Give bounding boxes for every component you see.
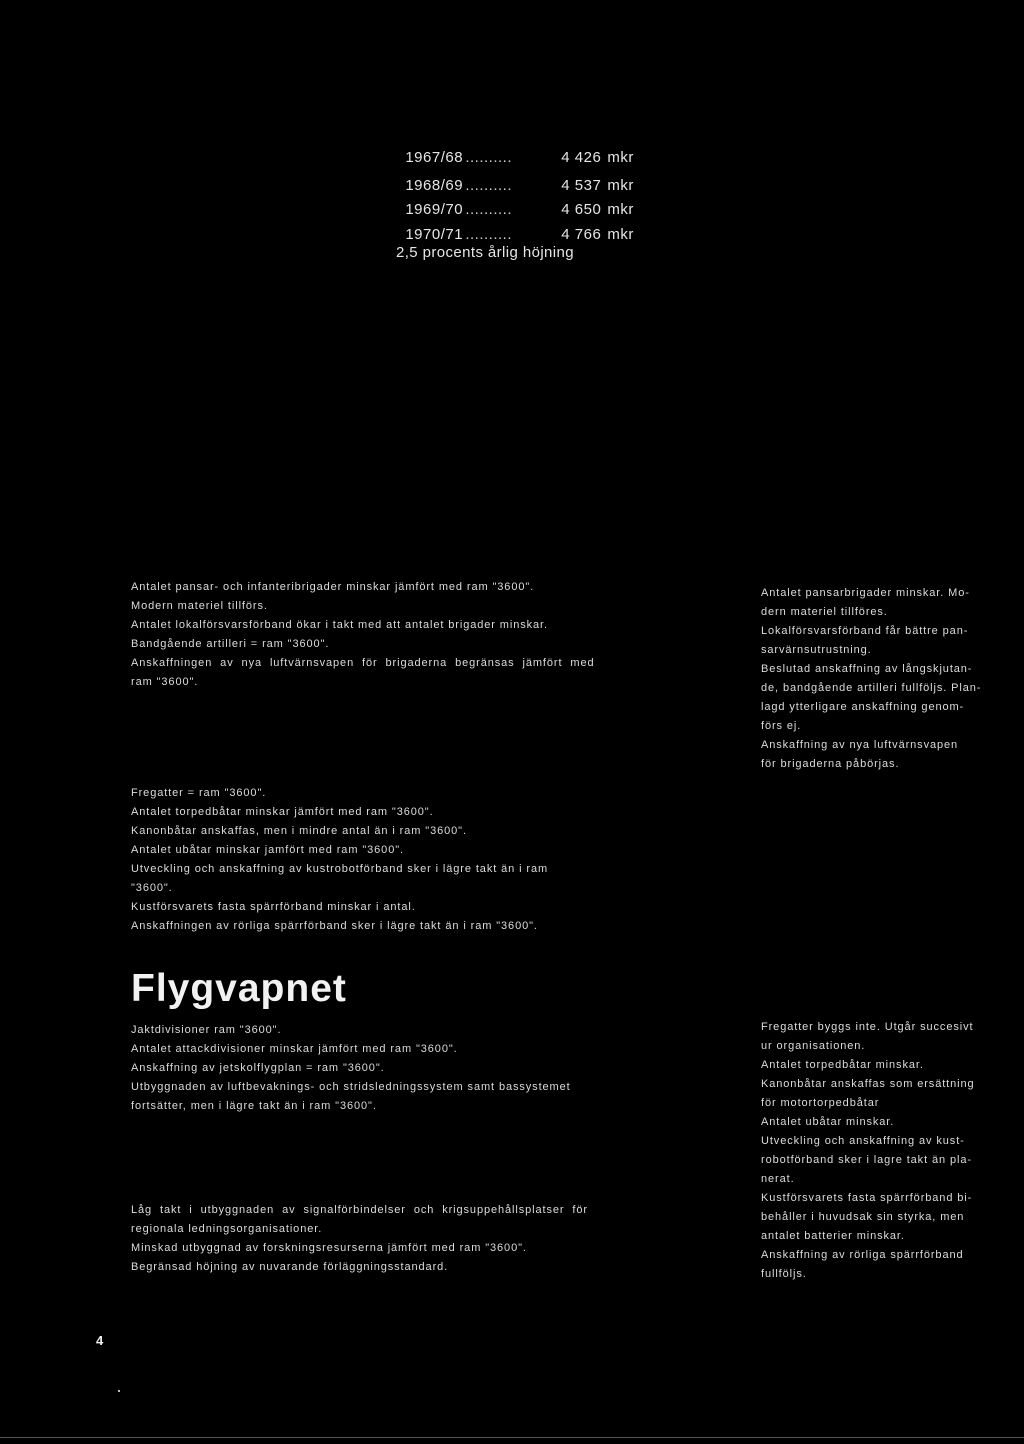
text-line: robotförband sker i lagre takt än pla- bbox=[761, 1154, 972, 1166]
budget-unit: mkr bbox=[607, 226, 634, 243]
text-line: antalet batterier minskar. bbox=[761, 1230, 905, 1242]
text-line: Anskaffning av nya luftvärnsvapen bbox=[761, 739, 959, 751]
text-line: Antalet attackdivisioner minskar jämfört med ram "3600". bbox=[131, 1043, 458, 1055]
text-line: för brigaderna påbörjas. bbox=[761, 758, 900, 770]
text-line: Beslutad anskaffning av långskjutan- bbox=[761, 663, 973, 675]
text-line: Kanonbåtar anskaffas, men i mindre antal än i ram "3600". bbox=[131, 825, 467, 837]
text-line: Utveckling och anskaffning av kust- bbox=[761, 1135, 965, 1147]
text-line: regionala ledningsorganisationer. bbox=[131, 1223, 323, 1235]
text-line: ur organisationen. bbox=[761, 1040, 866, 1052]
text-line: sarvärnsutrustning. bbox=[761, 644, 872, 656]
text-line: Anskaffning av jetskolflygplan = ram "3600". bbox=[131, 1062, 385, 1074]
budget-year: 1970/71 bbox=[405, 226, 464, 243]
text-line: behåller i huvudsak sin styrka, men bbox=[761, 1211, 965, 1223]
text-line: Låg takt i utbyggnaden av signalförbindelser och krigsuppehållsplatser för bbox=[131, 1204, 588, 1216]
budget-note: 2,5 procents årlig höjning bbox=[396, 244, 575, 261]
army-right-text bbox=[761, 584, 1011, 774]
text-line: Antalet pansarbrigader minskar. Mo- bbox=[761, 587, 970, 599]
leader-dots: .......... bbox=[465, 149, 513, 166]
text-line: de, bandgående artilleri fullföljs. Plan- bbox=[761, 682, 982, 694]
text-line: Anskaffning av rörliga spärrförband bbox=[761, 1249, 964, 1261]
text-line: Utveckling och anskaffning av kustrobotförband sker i lägre takt än i ram bbox=[131, 863, 549, 875]
budget-unit: mkr bbox=[607, 201, 634, 218]
budget-amount: 4 426 bbox=[561, 149, 602, 166]
budget-year: 1968/69 bbox=[405, 177, 464, 194]
text-line: Kanonbåtar anskaffas som ersättning bbox=[761, 1078, 975, 1090]
text-line: fullföljs. bbox=[761, 1268, 807, 1280]
text-line: Antalet torpedbåtar minskar jämfört med ram "3600". bbox=[131, 806, 434, 818]
budget-row bbox=[396, 209, 634, 243]
text-line: Bandgående artilleri = ram "3600". bbox=[131, 638, 330, 650]
text-line: Minskad utbyggnad av forskningsresurserna jämfört med ram "3600". bbox=[131, 1242, 527, 1254]
text-line: Antalet pansar- och infanteribrigader minskar jämfört med ram "3600". bbox=[131, 581, 535, 593]
text-line: Anskaffningen av rörliga spärrförband sker i lägre takt än i ram "3600". bbox=[131, 920, 538, 932]
text-line: Antalet ubåtar minskar jamfört med ram "3600". bbox=[131, 844, 404, 856]
leader-dots: .......... bbox=[465, 177, 513, 194]
airforce-left-text bbox=[131, 1021, 651, 1116]
text-line: dern materiel tillföres. bbox=[761, 606, 888, 618]
text-line: ram "3600". bbox=[131, 676, 199, 688]
text-line: Modern materiel tillförs. bbox=[131, 600, 268, 612]
text-line: Fregatter = ram "3600". bbox=[131, 787, 267, 799]
text-line: Kustförsvarets fasta spärrförband minskar i antal. bbox=[131, 901, 416, 913]
text-line: fortsätter, men i lägre takt än i ram "3600". bbox=[131, 1100, 377, 1112]
airforce-left-lower-text bbox=[131, 1201, 651, 1277]
budget-year: 1967/68 bbox=[405, 149, 464, 166]
navy-left-text bbox=[131, 784, 651, 936]
text-line: Begränsad höjning av nuvarande förläggningsstandard. bbox=[131, 1261, 449, 1273]
budget-unit: mkr bbox=[607, 149, 634, 166]
army-left-text bbox=[131, 578, 651, 692]
airforce-right-text bbox=[761, 1018, 1011, 1284]
text-line: Fregatter byggs inte. Utgår succesivt bbox=[761, 1021, 974, 1033]
section-heading: Flygvapnet bbox=[131, 967, 347, 1010]
text-line: Antalet lokalförsvarsförband ökar i takt med att antalet brigader minskar. bbox=[131, 619, 548, 631]
text-line: Antalet torpedbåtar minskar. bbox=[761, 1059, 924, 1071]
text-line: Anskaffningen av nya luftvärnsvapen för brigaderna begränsas jämfört med bbox=[131, 657, 595, 669]
budget-amount: 4 650 bbox=[561, 201, 602, 218]
leader-dots: .......... bbox=[465, 226, 513, 243]
budget-amount: 4 537 bbox=[561, 177, 602, 194]
leader-dots: .......... bbox=[465, 201, 513, 218]
text-line: Utbyggnaden av luftbevaknings- och stridsledningssystem samt bassystemet bbox=[131, 1081, 571, 1093]
text-line: för motortorpedbåtar bbox=[761, 1097, 880, 1109]
scan-speck bbox=[118, 1390, 120, 1392]
text-line: nerat. bbox=[761, 1173, 795, 1185]
text-line: Jaktdivisioner ram "3600". bbox=[131, 1024, 282, 1036]
budget-amount: 4 766 bbox=[561, 226, 602, 243]
budget-year: 1969/70 bbox=[405, 201, 464, 218]
text-line: lagd ytterligare anskaffning genom- bbox=[761, 701, 965, 713]
text-line: Kustförsvarets fasta spärrförband bi- bbox=[761, 1192, 973, 1204]
text-line: förs ej. bbox=[761, 720, 802, 732]
text-line: "3600". bbox=[131, 882, 173, 894]
budget-unit: mkr bbox=[607, 177, 634, 194]
text-line: Lokalförsvarsförband får bättre pan- bbox=[761, 625, 969, 637]
scan-edge-line bbox=[0, 1437, 1024, 1438]
text-line: Antalet ubåtar minskar. bbox=[761, 1116, 895, 1128]
page-number: 4 bbox=[96, 1333, 104, 1348]
